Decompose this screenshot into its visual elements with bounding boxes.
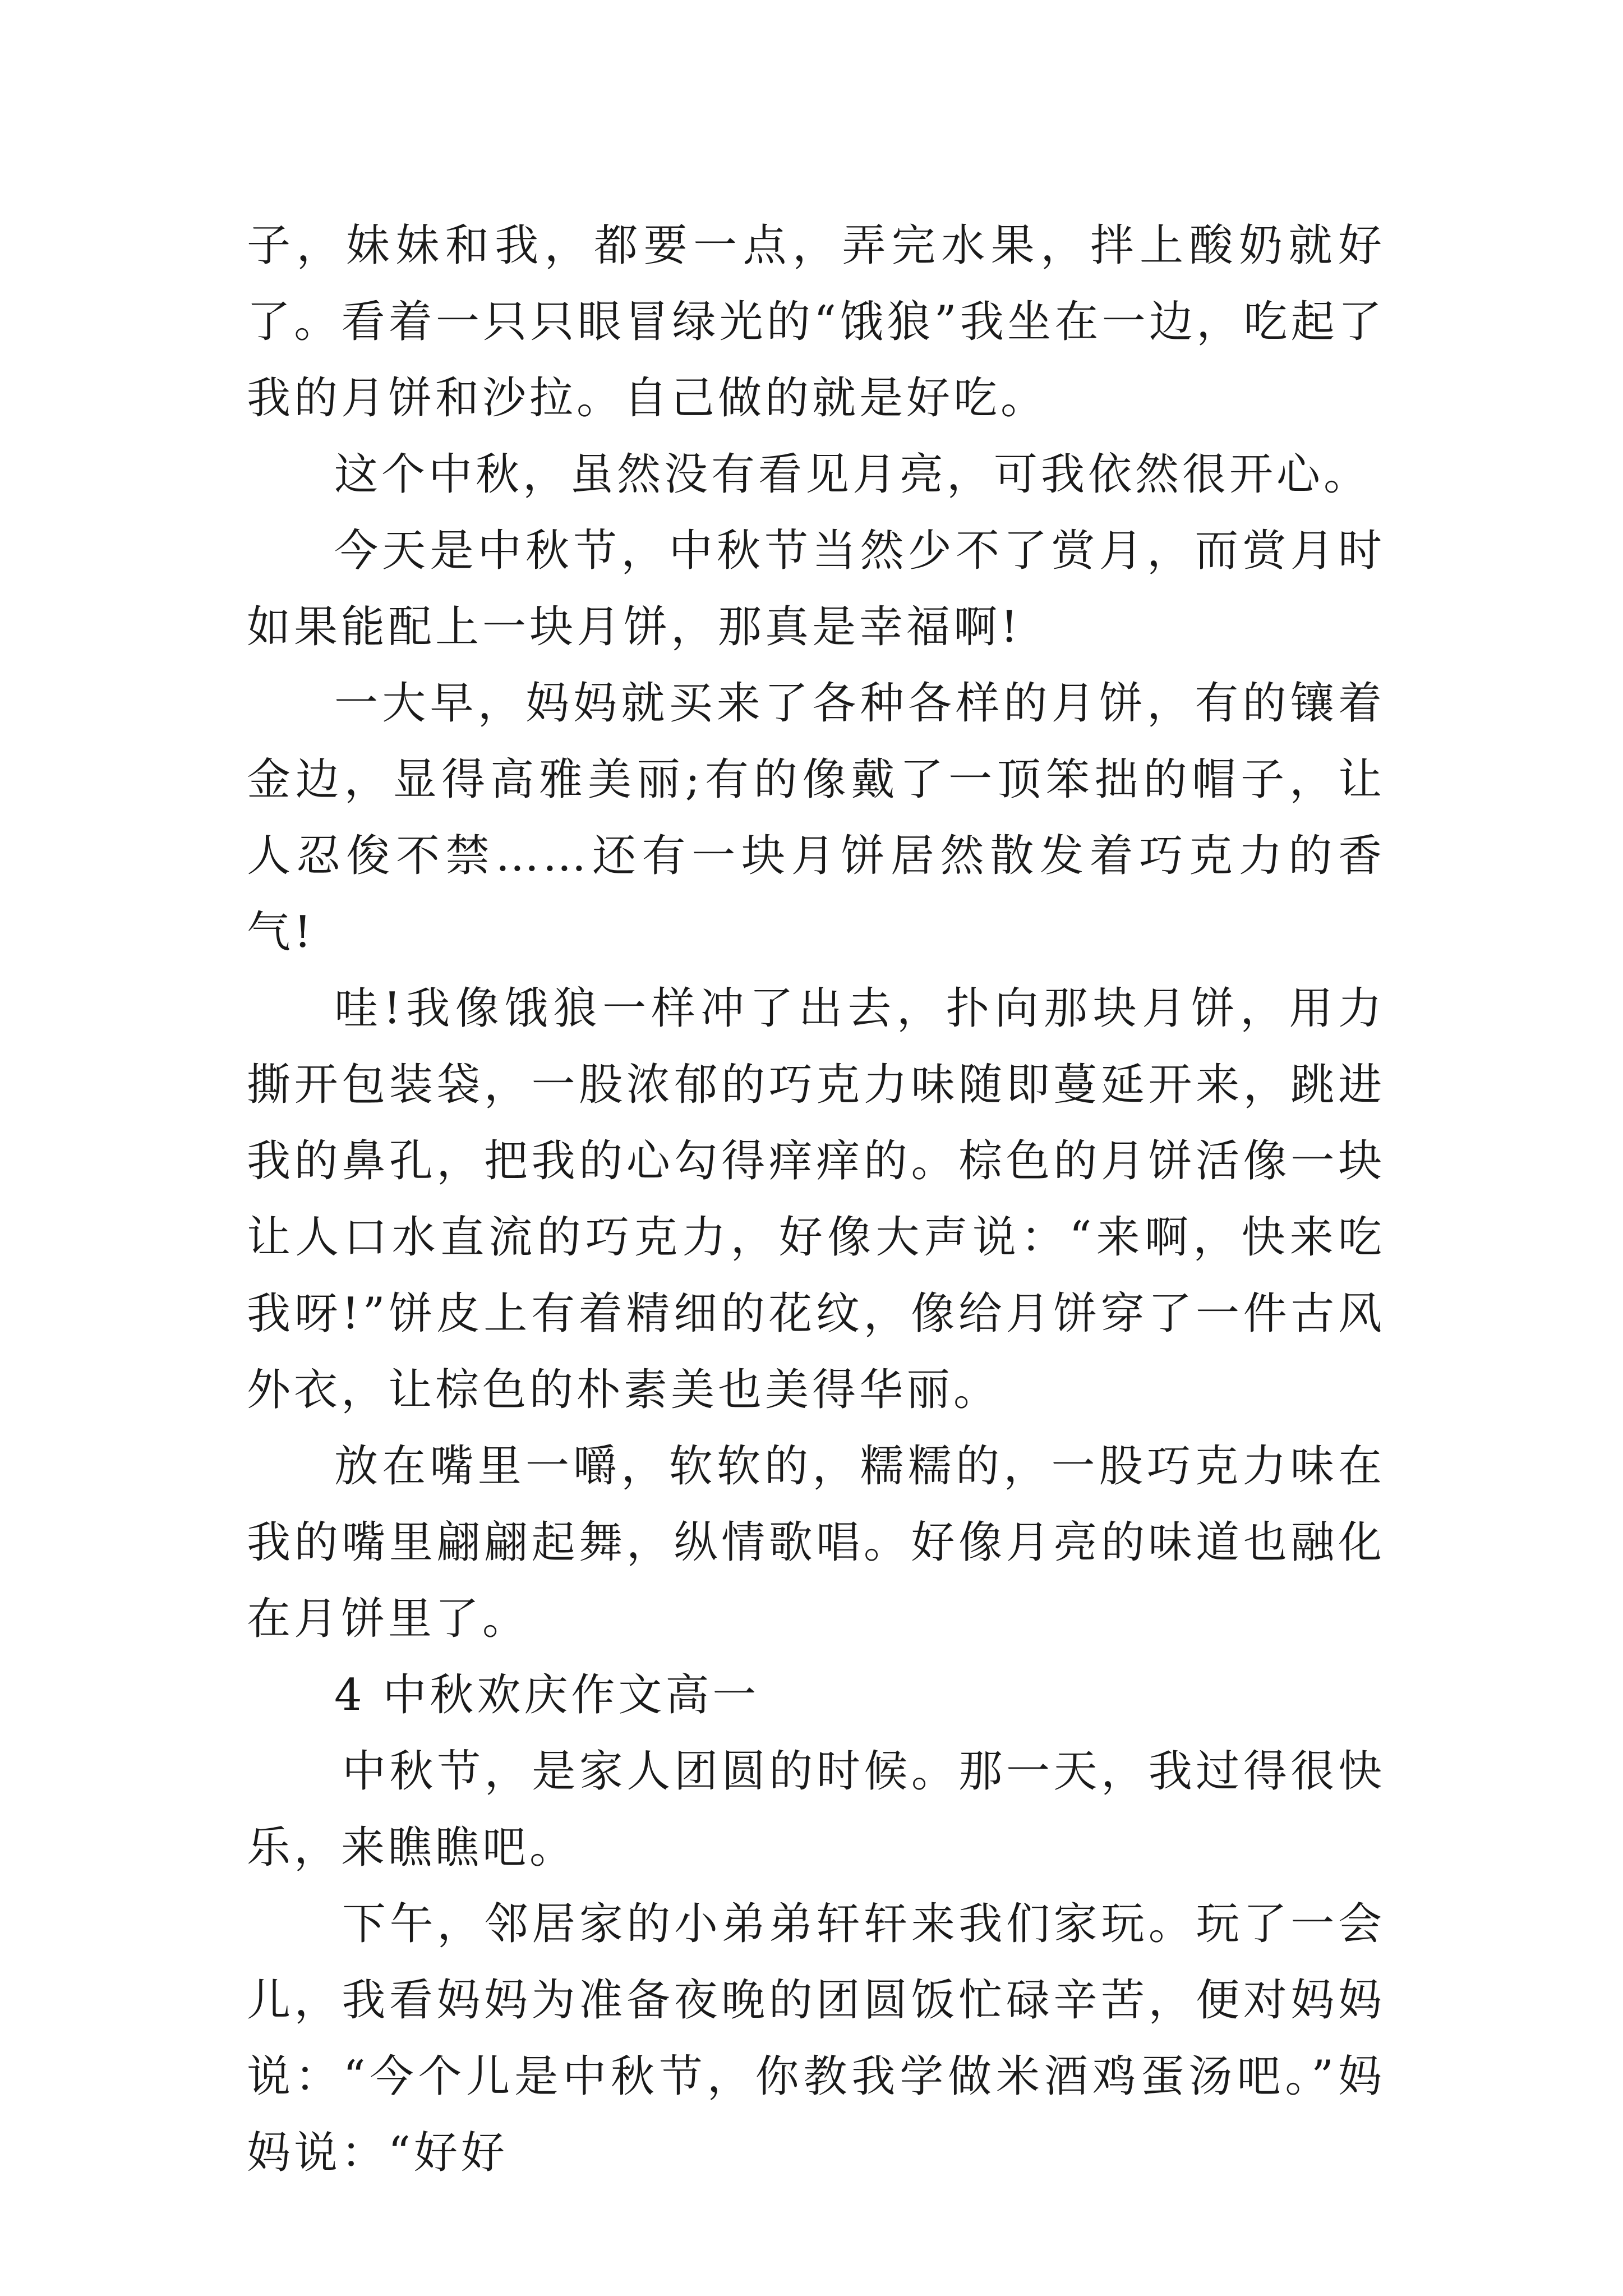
section-heading: 4 中秋欢庆作文高一 bbox=[334, 1670, 760, 1720]
paragraph-3: 今天是中秋节，中秋节当然少不了赏月，而赏月时如果能配上一块月饼，那真是幸福啊! bbox=[247, 526, 1385, 652]
paragraph-5: 哇!我像饿狼一样冲了出去，扑向那块月饼，用力撕开包装袋，一股浓郁的巧克力味随即蔓延开来，跳进我的鼻孔，把我的心勾得痒痒的。棕色的月饼活像一块让人口水直流的巧克力，好像大声说：“来啊，快来吃我呀!”饼皮上有着精细的花纹，像给月饼穿了一件古风外衣，让棕色的朴素美也美得华丽。 bbox=[247, 983, 1385, 1415]
paragraph-1: 子，妹妹和我，都要一点，弄完水果，拌上酸奶就好了。看着一只只眼冒绿光的“饿狼”我坐在一边，吃起了我的月饼和沙拉。自己做的就是好吃。 bbox=[247, 220, 1385, 424]
document-body bbox=[247, 208, 1385, 2191]
paragraph-2: 这个中秋，虽然没有看见月亮，可我依然很开心。 bbox=[334, 449, 1371, 500]
paragraph-4: 一大早，妈妈就买来了各种各样的月饼，有的镶着金边，显得高雅美丽;有的像戴了一顶笨拙的帽子，让人忍俊不禁……还有一块月饼居然散发着巧克力的香气! bbox=[247, 678, 1385, 958]
paragraph-7: 中秋节，是家人团圆的时候。那一天，我过得很快乐，来瞧瞧吧。 bbox=[247, 1746, 1385, 1873]
paragraph-8: 下午，邻居家的小弟弟轩轩来我们家玩。玩了一会儿，我看妈妈为准备夜晚的团圆饭忙碌辛苦，便对妈妈说：“今个儿是中秋节，你教我学做米酒鸡蛋汤吧。”妈妈说：“好好 bbox=[247, 1899, 1385, 2178]
paragraph-6: 放在嘴里一嚼，软软的，糯糯的，一股巧克力味在我的嘴里翩翩起舞，纵情歌唱。好像月亮的味道也融化在月饼里了。 bbox=[247, 1441, 1385, 1644]
